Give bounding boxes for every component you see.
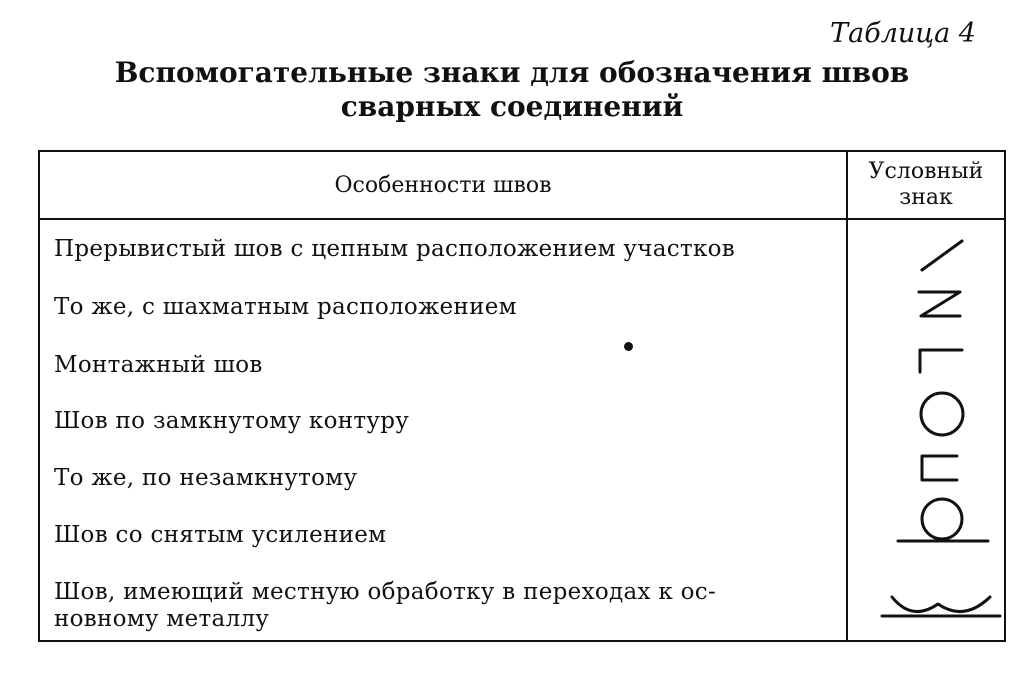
circle-on-line-icon bbox=[898, 499, 988, 541]
table-row-feature-2: То же, с шахматным расположением bbox=[54, 294, 517, 320]
table-row-feature-1: Прерывистый шов с цепным расположением участков bbox=[54, 236, 736, 262]
table-number: Таблица 4 bbox=[830, 18, 976, 49]
header-symbol-line-2: знак bbox=[899, 185, 953, 210]
double-arc-on-line-icon bbox=[882, 597, 1000, 616]
table-row-feature-6: Шов со снятым усилением bbox=[54, 522, 387, 548]
flag-corner-icon bbox=[920, 350, 962, 372]
open-bracket-icon bbox=[922, 456, 957, 480]
table-row-feature-7-line-1: Шов, имеющий местную обработку в переходах к ос- bbox=[54, 579, 717, 605]
header-features: Особенности швов bbox=[334, 172, 552, 198]
header-symbol-line-1: Условный bbox=[868, 159, 984, 184]
table-row-feature-3: Монтажный шов bbox=[54, 352, 263, 378]
slash-icon bbox=[922, 241, 962, 270]
table-row-feature-7-line-2: новному металлу bbox=[54, 606, 270, 632]
ink-dot bbox=[624, 342, 633, 351]
circle-icon bbox=[921, 393, 963, 435]
z-zigzag-icon bbox=[919, 292, 960, 316]
title-line-2: сварных соединений bbox=[340, 90, 684, 123]
title-line-1: Вспомогательные знаки для обозначения швов bbox=[114, 56, 910, 89]
table-row-feature-4: Шов по замкнутому контуру bbox=[54, 408, 410, 434]
table-row-feature-5: То же, по незамкнутому bbox=[54, 465, 358, 491]
